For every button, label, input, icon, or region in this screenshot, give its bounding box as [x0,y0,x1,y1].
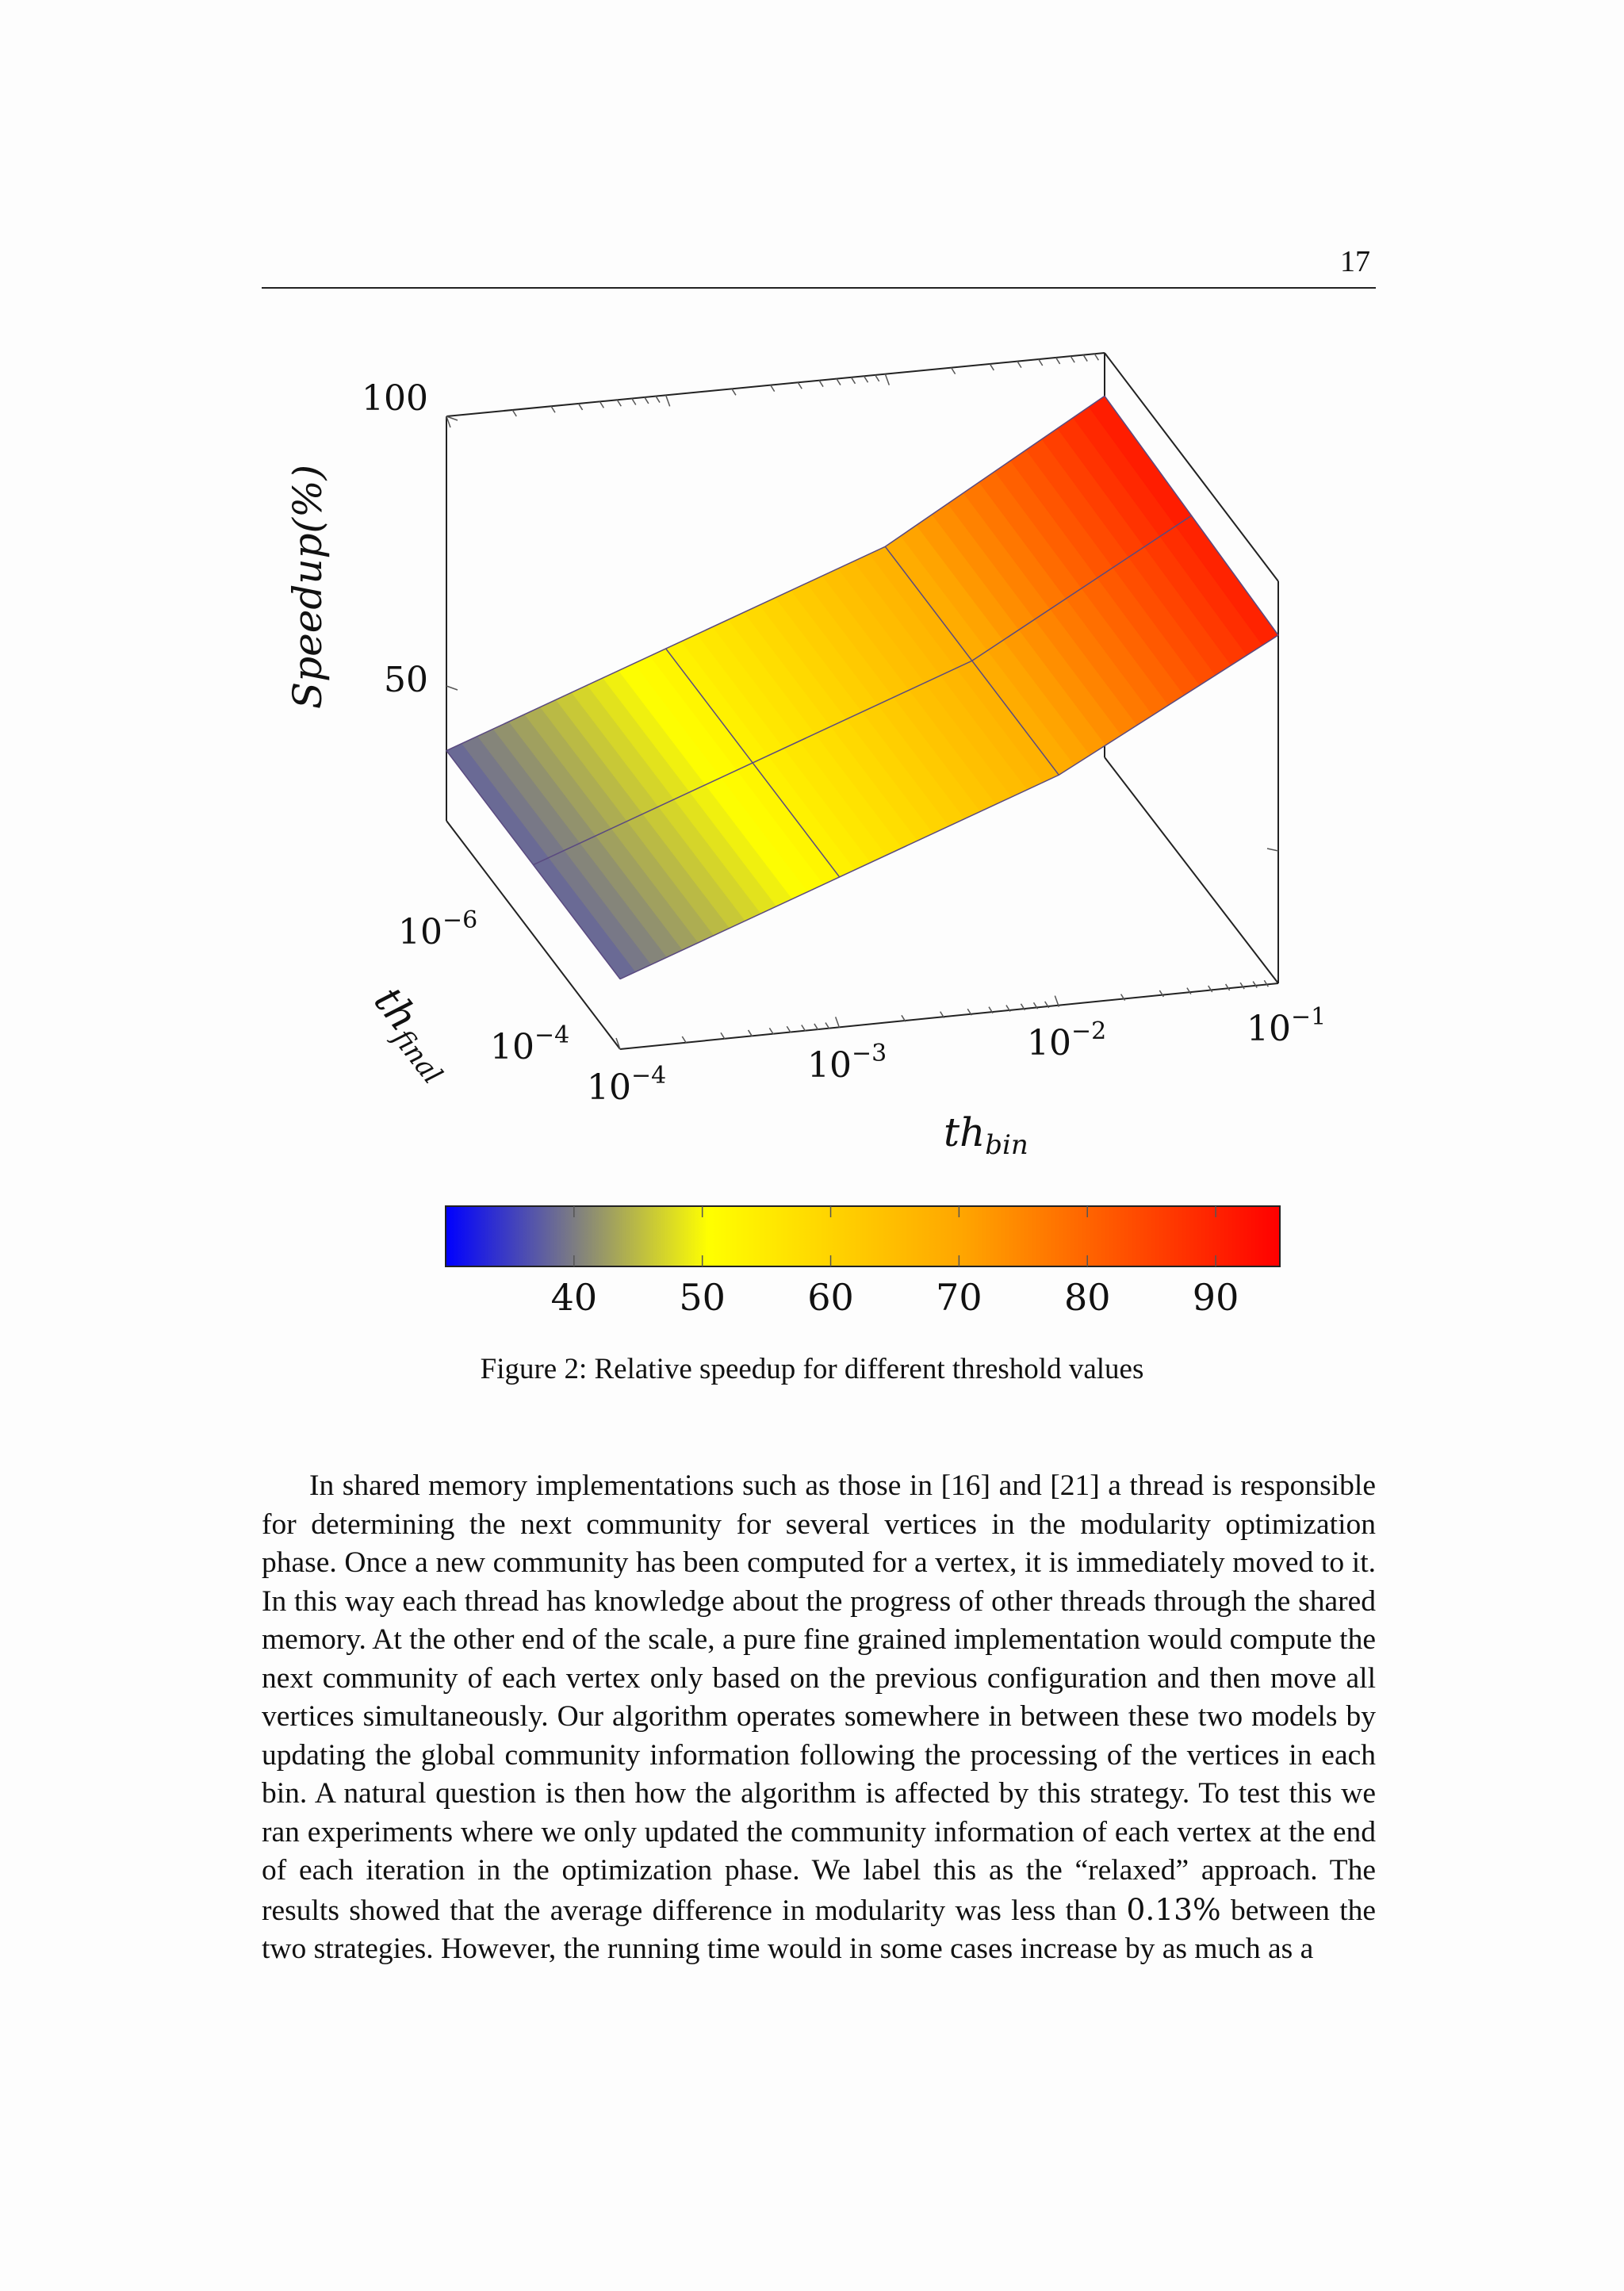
z-tick-50: 50 [384,660,428,700]
body-text [262,1467,1376,1969]
x-back-tick [1017,362,1021,368]
y-axis-label: $th_{final}$ [365,978,449,1090]
colorbar-tick-label: 50 [679,1276,726,1319]
z-tick-100: 100 [362,378,428,419]
x-axis-tick [1208,986,1212,992]
x-back-tick [1056,358,1060,364]
x-back-tick [798,382,802,389]
z-axis-tick [1267,849,1278,851]
paragraph-text-end: between the two strategies. However, the running time would in some cases increase by as much as a [262,1894,1377,1965]
colorbar-tick-label: 60 [807,1276,854,1319]
speedup-surface-chart [0,317,1624,1348]
x-tick-1e-4: $10^{-4}$ [587,1062,667,1108]
x-back-tick [837,379,841,385]
x-tick-1e-1: $10^{-1}$ [1247,1003,1327,1049]
x-back-tick [1071,356,1074,362]
x-back-tick [875,375,879,381]
x-back-tick [645,397,649,404]
colorbar [446,1206,1280,1266]
x-tick-labels [587,1003,1326,1108]
figure-caption: Figure 2: Relative speedup for different threshold values [480,1353,1144,1385]
z-axis-tick [446,686,458,690]
x-axis-label: $th_{bin}$ [944,1109,1028,1161]
x-back-tick [851,377,855,384]
header-rule [262,287,1376,289]
x-back-tick [599,401,603,408]
x-back-tick [579,404,583,410]
x-axis-tick [1264,980,1268,987]
x-axis-tick [1226,984,1230,990]
x-back-tick [864,376,868,382]
colorbar-tick-label: 40 [550,1276,598,1319]
box-back-top [446,353,1105,416]
x-axis-tick [1253,982,1257,988]
x-back-tick [656,397,660,403]
x-back-tick [632,398,636,404]
x-back-tick [1094,354,1098,360]
x-back-tick [819,381,823,387]
colorbar-tick-label: 70 [936,1276,982,1319]
x-back-tick [732,389,736,395]
x-back-tick [990,364,994,370]
inline-math: 0.13% [1126,1891,1221,1927]
x-axis-tick [1240,983,1244,989]
x-axis-tick [682,1036,686,1043]
x-back-tick [885,374,889,385]
x-back-tick [952,368,956,374]
x-back-tick [551,406,555,412]
x-back-tick [1083,355,1087,362]
x-back-tick [512,410,516,416]
colorbar-tick-label: 90 [1192,1276,1239,1319]
x-tick-1e-2: $10^{-2}$ [1027,1017,1107,1063]
y-tick-1e-4: $10^{-4}$ [490,1021,570,1067]
paragraph [262,1467,1376,1969]
x-back-tick [617,400,621,406]
x-back-tick [666,395,670,406]
x-axis-tick [836,1017,840,1028]
box-floor-front [620,983,1278,1049]
colorbar-tick-label: 80 [1063,1276,1111,1319]
page-number: 17 [1340,245,1370,278]
paragraph-text: In shared memory implementations such as those in [16] and [21] a thread is responsible for determining the next community for several vertices in the modularity optimization phase. Once a new community has been computed for a vertex, it is immediately moved to it. In this way each thread has knowledge about the progress of other threads through the shared memory. At the other end of the scale, a pure fine grained implementation would compute the next community of each vertex only based on the previous configuration and then move all vertices simultaneously. Our algorithm operates somewhere in between these two models by updating the global community information following the processing of the vertices in each bin. A natural question is then how the algorithm is affected by this strategy. To test this we ran experiments where we only updated the community information of each vertex at the end of each iteration in the optimization phase. We label this as the “relaxed” approach. The results showed that the average difference in modularity was less than [262,1469,1376,1927]
z-axis-label: Speedup(%) [285,464,331,710]
x-back-tick [1039,359,1043,366]
z-tick-labels [362,378,428,700]
x-tick-1e-3: $10^{-3}$ [807,1040,887,1086]
box-floor-right [1105,757,1278,983]
x-back-tick [771,385,775,392]
y-tick-1e-6: $10^{-6}$ [398,906,478,952]
surface-group [446,396,1278,979]
